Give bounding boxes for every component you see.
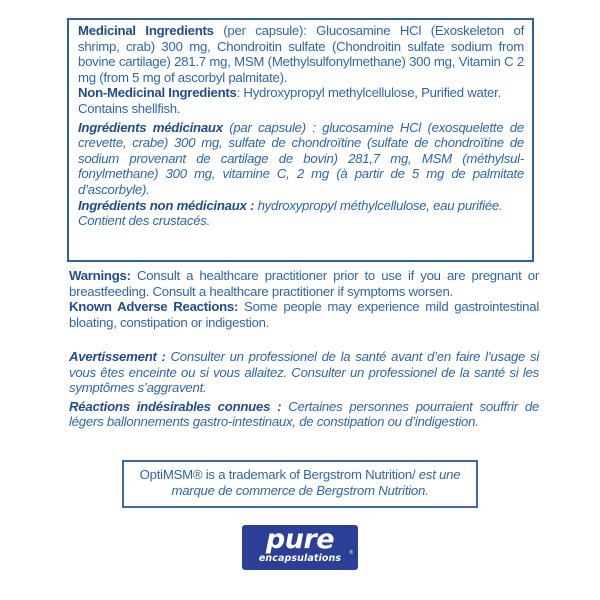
trademark-box bbox=[122, 460, 478, 508]
warnings-fr-label: Avertissement : bbox=[69, 349, 166, 364]
warnings-fr bbox=[69, 349, 539, 396]
medicinal-ingredients-en-label: Medicinal Ingredients bbox=[78, 23, 214, 38]
ingredients-box bbox=[67, 18, 534, 262]
medicinal-ingredients-fr-label: Ingrédients médicinaux bbox=[78, 119, 223, 135]
trademark-en: OptiMSM® is a trademark of Bergstrom Nutrition/ bbox=[139, 467, 416, 482]
warnings-en-section bbox=[69, 268, 539, 330]
medicinal-ingredients-fr bbox=[78, 120, 524, 198]
adverse-reactions-en-text: Some people may experience mild gastrointestinal bloating, constipation or indigestion. bbox=[69, 299, 539, 330]
non-medicinal-ingredients-en bbox=[78, 85, 524, 101]
pure-encapsulations-logo bbox=[242, 525, 358, 570]
logo-brand: pure bbox=[265, 524, 335, 555]
adverse-reactions-en-label: Known Adverse Reactions: bbox=[69, 299, 239, 315]
allergen-en: Contains shellfish. bbox=[78, 100, 181, 116]
non-medicinal-ingredients-fr bbox=[78, 198, 524, 214]
warnings-fr-text: Consulter un professionel de la santé avant d’en faire l’usage si vous êtes enceinte ou si vous allaitez. Consulter un professionel de la santé si les symptômes s’aggravent. bbox=[69, 349, 539, 396]
warnings-en-text: Consult a healthcare practitioner prior to use if you are pregnant or breastfeeding. Consult a healthcare practitioner if symptoms worsen. bbox=[69, 268, 539, 299]
medicinal-ingredients-en-text: (per capsule): Glucosamine HCl (Exoskeleton of shrimp, crab) 300 mg, Chondroitin sulfate (Chondroitin sulfate sodium from bovine cartilage) 281.7 mg, MSM (Methylsulfonylmethane) 300 mg, Vitamin C 2 mg (from 5 mg of ascorbyl palmitate). bbox=[78, 23, 524, 85]
trademark-fr: est une marque de commerce de Bergstrom Nutrition. bbox=[171, 467, 461, 498]
non-medicinal-ingredients-en-label: Non-Medicinal Ingredients bbox=[78, 85, 237, 101]
medicinal-ingredients-en bbox=[78, 23, 524, 85]
adverse-reactions-fr-text: Certaines personnes pourraient souffrir de légers ballonnements gastro-intestinaux, de constipation ou d’indigestion. bbox=[69, 398, 539, 430]
non-medicinal-ingredients-en-text: : Hydroxypropyl methylcellulose, Purified water. bbox=[236, 85, 501, 101]
allergen-fr: Contient des crustacés. bbox=[78, 213, 211, 229]
non-medicinal-ingredients-fr-label: Ingrédients non médicinaux : bbox=[78, 197, 255, 213]
adverse-reactions-en bbox=[69, 299, 539, 330]
adverse-reactions-fr-label: Réactions indésirables connues : bbox=[69, 398, 282, 414]
registered-mark-icon: ® bbox=[349, 550, 353, 556]
medicinal-ingredients-fr-text: (par capsule) : glucosamine HCl (exosquelette de crevette, crabe) 300 mg, sulfate de chondroïtine (sulfate de chondroïtine de sodium provenant de cartilage de bovin) 281,7 mg, MSM (méthylsul-fonylmethane) 300 mg, vitamine C, 2 mg (à partir de 5 mg de palmitate d’ascorbyle). bbox=[78, 119, 524, 197]
warnings-en-label: Warnings: bbox=[69, 268, 131, 283]
trademark-notice bbox=[124, 462, 476, 499]
non-medicinal-ingredients-fr-text: hydroxypropyl méthylcellulose, eau purifiée. bbox=[254, 197, 503, 213]
warnings-fr-section bbox=[69, 349, 539, 430]
warnings-en bbox=[69, 268, 539, 299]
logo-subtitle: encapsulations bbox=[258, 553, 342, 564]
adverse-reactions-fr bbox=[69, 399, 539, 430]
